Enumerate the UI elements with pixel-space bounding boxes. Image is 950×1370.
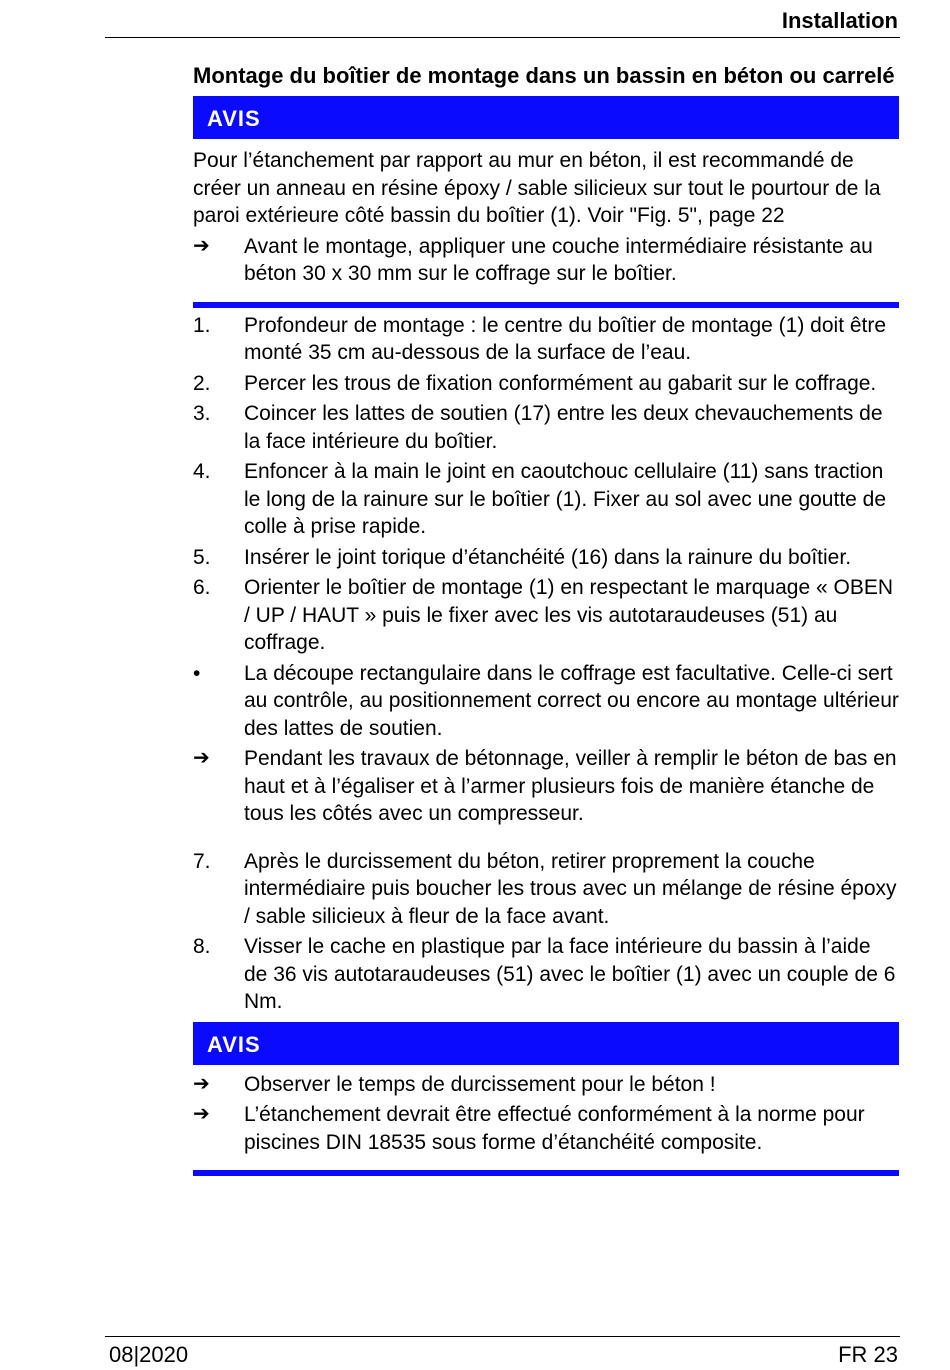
step-text: Enfoncer à la main le joint en caoutchouc cellulaire (11) sans traction le long de la rainure sur le boîtier (1). Fixer au sol avec une goutte de colle à prise rapide. — [244, 460, 887, 538]
notice-item — [193, 1071, 899, 1099]
notice-list — [193, 1071, 899, 1157]
steps-list — [193, 312, 899, 1016]
step-text: Orienter le boîtier de montage (1) en respectant le marquage « OBEN / UP / HAUT » puis le fixer avec les vis autotaraudeuses (51) au coffrage. — [244, 576, 894, 654]
notice-item — [193, 1101, 899, 1156]
step-marker: 5. — [193, 545, 211, 569]
step-text: Profondeur de montage : le centre du boîtier de montage (1) doit être monté 35 cm au-dessous de la surface de l’eau. — [244, 313, 887, 364]
notice-item — [193, 233, 899, 288]
arrow-right-icon: ➔ — [193, 1103, 210, 1125]
notice-item-text: Avant le montage, appliquer une couche intermédiaire résistante au béton 30 x 30 mm sur le coffrage sur le boîtier. — [244, 234, 873, 285]
step-text: Après le durcissement du béton, retirer proprement la couche intermédiaire puis boucher les trous avec un mélange de résine époxy / sable silicieux à fleur de la face avant. — [244, 849, 897, 928]
step-marker: 7. — [193, 849, 211, 873]
notice-end-rule — [193, 1170, 899, 1176]
step-marker: 8. — [193, 935, 211, 958]
list-item — [193, 660, 899, 743]
step-text: La découpe rectangulaire dans le coffrage est facultative. Celle-ci sert au contrôle, au positionnement correct ou encore au montage ultérieur des lattes de soutien. — [244, 661, 899, 740]
footer-divider — [105, 1336, 900, 1337]
notice-item-text: L’étanchement devrait être effectué conformément à la norme pour piscines DIN 18535 sous forme d’étanchéité composite. — [244, 1103, 865, 1154]
list-item — [193, 370, 899, 398]
step-marker: 6. — [193, 576, 211, 599]
step-text: Percer les trous de fixation conformément au gabarit sur le coffrage. — [244, 371, 877, 395]
list-item — [193, 400, 899, 455]
bullet-icon: • — [193, 661, 201, 685]
footer-date: 08|2020 — [109, 1342, 189, 1367]
step-marker: 2. — [193, 371, 211, 395]
arrow-right-icon: ➔ — [193, 234, 210, 257]
section-title: Montage du boîtier de montage dans un bassin en béton ou carrelé — [193, 63, 895, 88]
list-item — [193, 544, 899, 572]
list-item — [193, 848, 899, 931]
list-item — [193, 312, 899, 367]
list-item — [193, 574, 899, 657]
step-marker: 3. — [193, 402, 211, 425]
notice-end-rule — [193, 302, 899, 308]
step-marker: 1. — [193, 313, 211, 337]
step-marker: 4. — [193, 460, 211, 483]
notice-banner: AVIS — [193, 96, 899, 139]
notice-banner: AVIS — [193, 1022, 899, 1065]
header-divider — [105, 37, 900, 38]
list-item — [193, 933, 899, 1016]
list-item — [193, 745, 899, 828]
step-text: Visser le cache en plastique par la face intérieure du bassin à l’aide de 36 vis autotaraudeuses (51) avec le boîtier (1) avec un couple de 6 Nm. — [244, 935, 896, 1013]
page-content — [193, 62, 899, 1176]
notice-paragraph: Pour l’étanchement par rapport au mur en béton, il est recommandé de créer un anneau en résine époxy / sable silicieux sur tout le pourtour de la paroi extérieure côté bassin du boîtier (1). Voir "Fig. 5", page 22 — [193, 149, 881, 227]
list-item — [193, 458, 899, 541]
step-text: Pendant les travaux de bétonnage, veiller à remplir le béton de bas en haut et à l’égaliser et à l’armer plusieurs fois de manière étanche de tous les côtés avec un compresseur. — [244, 747, 897, 825]
notice-item-text: Observer le temps de durcissement pour le béton ! — [244, 1072, 716, 1096]
page-number: FR 23 — [838, 1342, 898, 1367]
arrow-right-icon: ➔ — [193, 747, 210, 769]
arrow-right-icon: ➔ — [193, 1072, 210, 1095]
page-header-title: Installation — [781, 8, 898, 33]
step-text: Coincer les lattes de soutien (17) entre les deux chevauchements de la face intérieure du boîtier. — [244, 402, 883, 453]
step-text: Insérer le joint torique d’étanchéité (16) dans la rainure du boîtier. — [244, 545, 852, 569]
